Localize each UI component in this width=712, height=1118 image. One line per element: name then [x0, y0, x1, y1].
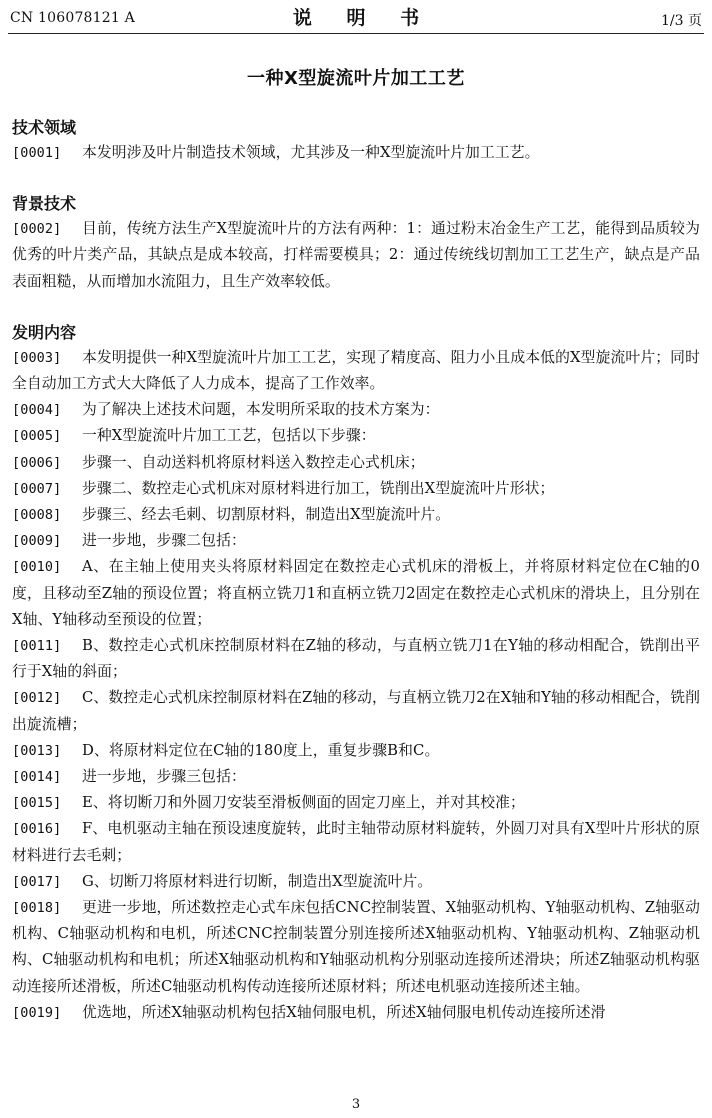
- paragraph: [12, 345, 700, 397]
- paragraph-text: F、电机驱动主轴在预设速度旋转，此时主轴带动原材料旋转，外圆刀对具有X型叶片形状的原材料进行去毛刺；: [12, 820, 700, 864]
- paragraph-number: [0003]: [12, 349, 62, 366]
- paragraph-number: [0009]: [12, 533, 62, 550]
- paragraph-number: [0007]: [12, 480, 62, 497]
- paragraph-number: [0017]: [12, 873, 62, 890]
- paragraph-number: [0016]: [12, 821, 62, 838]
- paragraph-text: 为了解决上述技术问题，本发明所采取的技术方案为：: [82, 401, 440, 419]
- paragraph-number: [0001]: [12, 145, 62, 161]
- paragraph-number: [0014]: [12, 769, 62, 786]
- paragraph-text: 优选地，所述X轴驱动机构包括X轴伺服电机，所述X轴伺服电机传动连接所述滑: [82, 1003, 606, 1021]
- paragraph-text: 进一步地，步骤二包括：: [82, 532, 246, 550]
- paragraph: [12, 216, 700, 295]
- section-heading: 发明内容: [12, 322, 77, 342]
- paragraph: [12, 633, 700, 685]
- document-body: [12, 116, 700, 1026]
- paragraph: [12, 895, 700, 1000]
- paragraph-number: [0010]: [12, 559, 62, 576]
- paragraph: [12, 738, 700, 764]
- paragraph: [12, 423, 700, 449]
- paragraph-text: 步骤二、数控走心式机床对原材料进行加工，铣削出X型旋流叶片形状；: [82, 479, 555, 497]
- paragraph-number: [0002]: [12, 221, 62, 238]
- page-indicator: 1/3 页: [661, 13, 702, 29]
- paragraph-number: [0004]: [12, 402, 62, 419]
- paragraph-text: 本发明涉及叶片制造技术领域，尤其涉及一种X型旋流叶片加工工艺。: [82, 144, 540, 161]
- paragraph: [12, 1000, 700, 1026]
- paragraph-text: 进一步地，步骤三包括：: [82, 768, 246, 786]
- paragraph: [12, 685, 700, 737]
- paragraph-text: 更进一步地，所述数控走心式车床包括CNC控制装置、X轴驱动机构、Y轴驱动机构、Z轴驱动机构、C轴驱动机构和电机，所述CNC控制装置分别连接所述X轴驱动机构、Y轴驱动机构、Z轴驱动机构、C轴驱动机构和电机；所述X轴驱动机构和Y轴驱动机构分别驱动连接所述滑块；所述Z轴驱动机构驱动连接所述滑板，所述C轴驱动机构传动连接所述原材料；所述电机驱动连接所述主轴。: [12, 899, 700, 995]
- section-label: 说 明 书: [292, 7, 434, 29]
- paragraph-number: [0018]: [12, 900, 62, 917]
- paragraph-number: [0015]: [12, 795, 62, 812]
- paragraph: [12, 764, 700, 790]
- paragraph: [12, 476, 700, 502]
- section-heading: 背景技术: [12, 194, 77, 214]
- paragraph: [12, 397, 700, 423]
- paragraph-number: [0013]: [12, 742, 62, 759]
- section-heading: 技术领域: [12, 118, 77, 137]
- paragraph-text: C、数控走心式机床控制原材料在Z轴的移动，与直柄立铣刀2在X轴和Y轴的移动相配合，铣削出旋流槽；: [12, 689, 700, 733]
- paragraph-text: A、在主轴上使用夹头将原材料固定在数控走心式机床的滑板上，并将原材料定位在C轴的0度，且移动至Z轴的预设位置；将直柄立铣刀1和直柄立铣刀2固定在数控走心式机床的滑块上，且分别在X轴、Y轴移动至预设的位置；: [12, 558, 700, 628]
- paragraph: [12, 528, 700, 554]
- paragraph-number: [0011]: [12, 638, 62, 655]
- paragraph-text: B、数控走心式机床控制原材料在Z轴的移动，与直柄立铣刀1在Y轴的移动相配合，铣削出平行于X轴的斜面；: [12, 637, 700, 681]
- paragraph-text: 目前，传统方法生产X型旋流叶片的方法有两种：1：通过粉末冶金生产工艺，能得到品质较为优秀的叶片类产品，其缺点是成本较高，打样需要模具；2：通过传统线切割加工工艺生产，缺点是产品表面粗糙，从而增加水流阻力，且生产效率较低。: [12, 220, 700, 290]
- paragraph: [12, 790, 700, 816]
- paragraph-number: [0019]: [12, 1004, 62, 1021]
- paragraph: [12, 502, 700, 528]
- document-number: CN 106078121 A: [10, 10, 135, 26]
- paragraph: [12, 816, 700, 868]
- paragraph-number: [0008]: [12, 507, 62, 524]
- paragraph: [12, 869, 700, 895]
- paragraph-text: D、将原材料定位在C轴的180度上，重复步骤B和C。: [82, 741, 440, 759]
- document-title: 一种X型旋流叶片加工工艺: [247, 68, 465, 89]
- paragraph-number: [0005]: [12, 428, 62, 445]
- page-header: [8, 0, 704, 34]
- paragraph: [12, 554, 700, 633]
- paragraph-text: 步骤三、经去毛刺、切割原材料，制造出X型旋流叶片。: [82, 506, 451, 524]
- paragraph-text: 步骤一、自动送料机将原材料送入数控走心式机床；: [82, 453, 425, 471]
- paragraph-text: E、将切断刀和外圆刀安装至滑板侧面的固定刀座上，并对其校准；: [82, 794, 525, 812]
- paragraph-number: [0006]: [12, 454, 62, 471]
- paragraph-number: [0012]: [12, 690, 62, 707]
- page-number: 3: [351, 1097, 361, 1112]
- paragraph: [12, 450, 700, 476]
- paragraph-text: 本发明提供一种X型旋流叶片加工工艺，实现了精度高、阻力小且成本低的X型旋流叶片；同时全自动加工方式大大降低了人力成本，提高了工作效率。: [12, 348, 700, 393]
- paragraph: [12, 140, 700, 166]
- paragraph-text: 一种X型旋流叶片加工工艺，包括以下步骤：: [82, 427, 376, 445]
- paragraph-text: G、切断刀将原材料进行切断，制造出X型旋流叶片。: [82, 872, 433, 890]
